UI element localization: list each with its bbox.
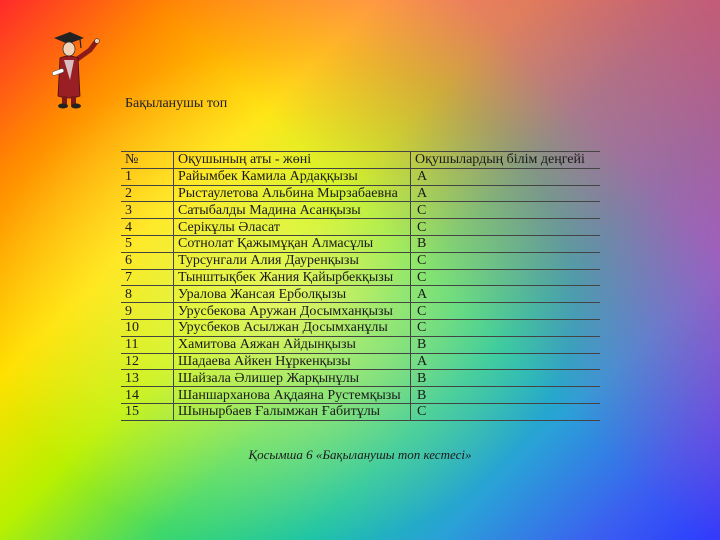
row-number: 15 [121, 403, 174, 420]
student-table [121, 151, 600, 421]
row-number: 3 [121, 202, 174, 219]
student-name: Урусбекова Аружан Досымханқызы [174, 303, 411, 320]
student-name: Рыстаулетова Альбина Мырзабаевна [174, 185, 411, 202]
column-header-number: № [121, 152, 174, 169]
student-name: Сатыбалды Мадина Асанқызы [174, 202, 411, 219]
table-row [121, 336, 600, 353]
student-name: Хамитова Аяжан Айдынқызы [174, 336, 411, 353]
table-row [121, 168, 600, 185]
table-row [121, 403, 600, 420]
knowledge-level: С [411, 252, 601, 269]
table-row [121, 286, 600, 303]
student-name: Шайзала Әлишер Жарқынұлы [174, 370, 411, 387]
table-row [121, 269, 600, 286]
row-number: 12 [121, 353, 174, 370]
knowledge-level: В [411, 235, 601, 252]
row-number: 11 [121, 336, 174, 353]
knowledge-level: С [411, 219, 601, 236]
student-name: Сотнолат Қажымұқан Алмасұлы [174, 235, 411, 252]
page-heading: Бақыланушы топ [125, 96, 228, 111]
row-number: 14 [121, 387, 174, 404]
table-row [121, 370, 600, 387]
row-number: 2 [121, 185, 174, 202]
table-row [121, 303, 600, 320]
row-number: 4 [121, 219, 174, 236]
student-name: Турсунгали Алия Дауренқызы [174, 252, 411, 269]
row-number: 10 [121, 319, 174, 336]
table-row [121, 319, 600, 336]
table-row [121, 185, 600, 202]
graduate-figure-icon [40, 30, 104, 110]
row-number: 9 [121, 303, 174, 320]
student-name: Райымбек Камила Ардаққызы [174, 168, 411, 185]
column-header-level: Оқушылардың білім деңгейі [411, 152, 601, 169]
column-header-name: Оқушының аты - жөні [174, 152, 411, 169]
knowledge-level: В [411, 387, 601, 404]
knowledge-level: С [411, 403, 601, 420]
student-name: Шынырбаев Ғалымжан Ғабитұлы [174, 403, 411, 420]
table-header-row [121, 152, 600, 169]
row-number: 6 [121, 252, 174, 269]
table-row [121, 202, 600, 219]
row-number: 8 [121, 286, 174, 303]
student-name: Уралова Жансая Ерболқызы [174, 286, 411, 303]
knowledge-level: С [411, 269, 601, 286]
knowledge-level: С [411, 303, 601, 320]
table-row [121, 252, 600, 269]
row-number: 5 [121, 235, 174, 252]
knowledge-level: А [411, 286, 601, 303]
knowledge-level: А [411, 185, 601, 202]
row-number: 13 [121, 370, 174, 387]
table-row [121, 235, 600, 252]
student-name: Серікұлы Әласат [174, 219, 411, 236]
row-number: 7 [121, 269, 174, 286]
student-name: Шадаева Айкен Нұркенқызы [174, 353, 411, 370]
knowledge-level: А [411, 353, 601, 370]
knowledge-level: С [411, 202, 601, 219]
table-row [121, 353, 600, 370]
student-name: Тынштықбек Жания Қайырбекқызы [174, 269, 411, 286]
table-row [121, 219, 600, 236]
knowledge-level: В [411, 370, 601, 387]
table-caption: Қосымша 6 «Бақыланушы топ кестесі» [248, 447, 472, 462]
student-name: Урусбеков Асылжан Досымханұлы [174, 319, 411, 336]
knowledge-level: В [411, 336, 601, 353]
knowledge-level: А [411, 168, 601, 185]
student-name: Шаншарханова Ақдаяна Рустемқызы [174, 387, 411, 404]
row-number: 1 [121, 168, 174, 185]
table-row [121, 387, 600, 404]
knowledge-level: С [411, 319, 601, 336]
